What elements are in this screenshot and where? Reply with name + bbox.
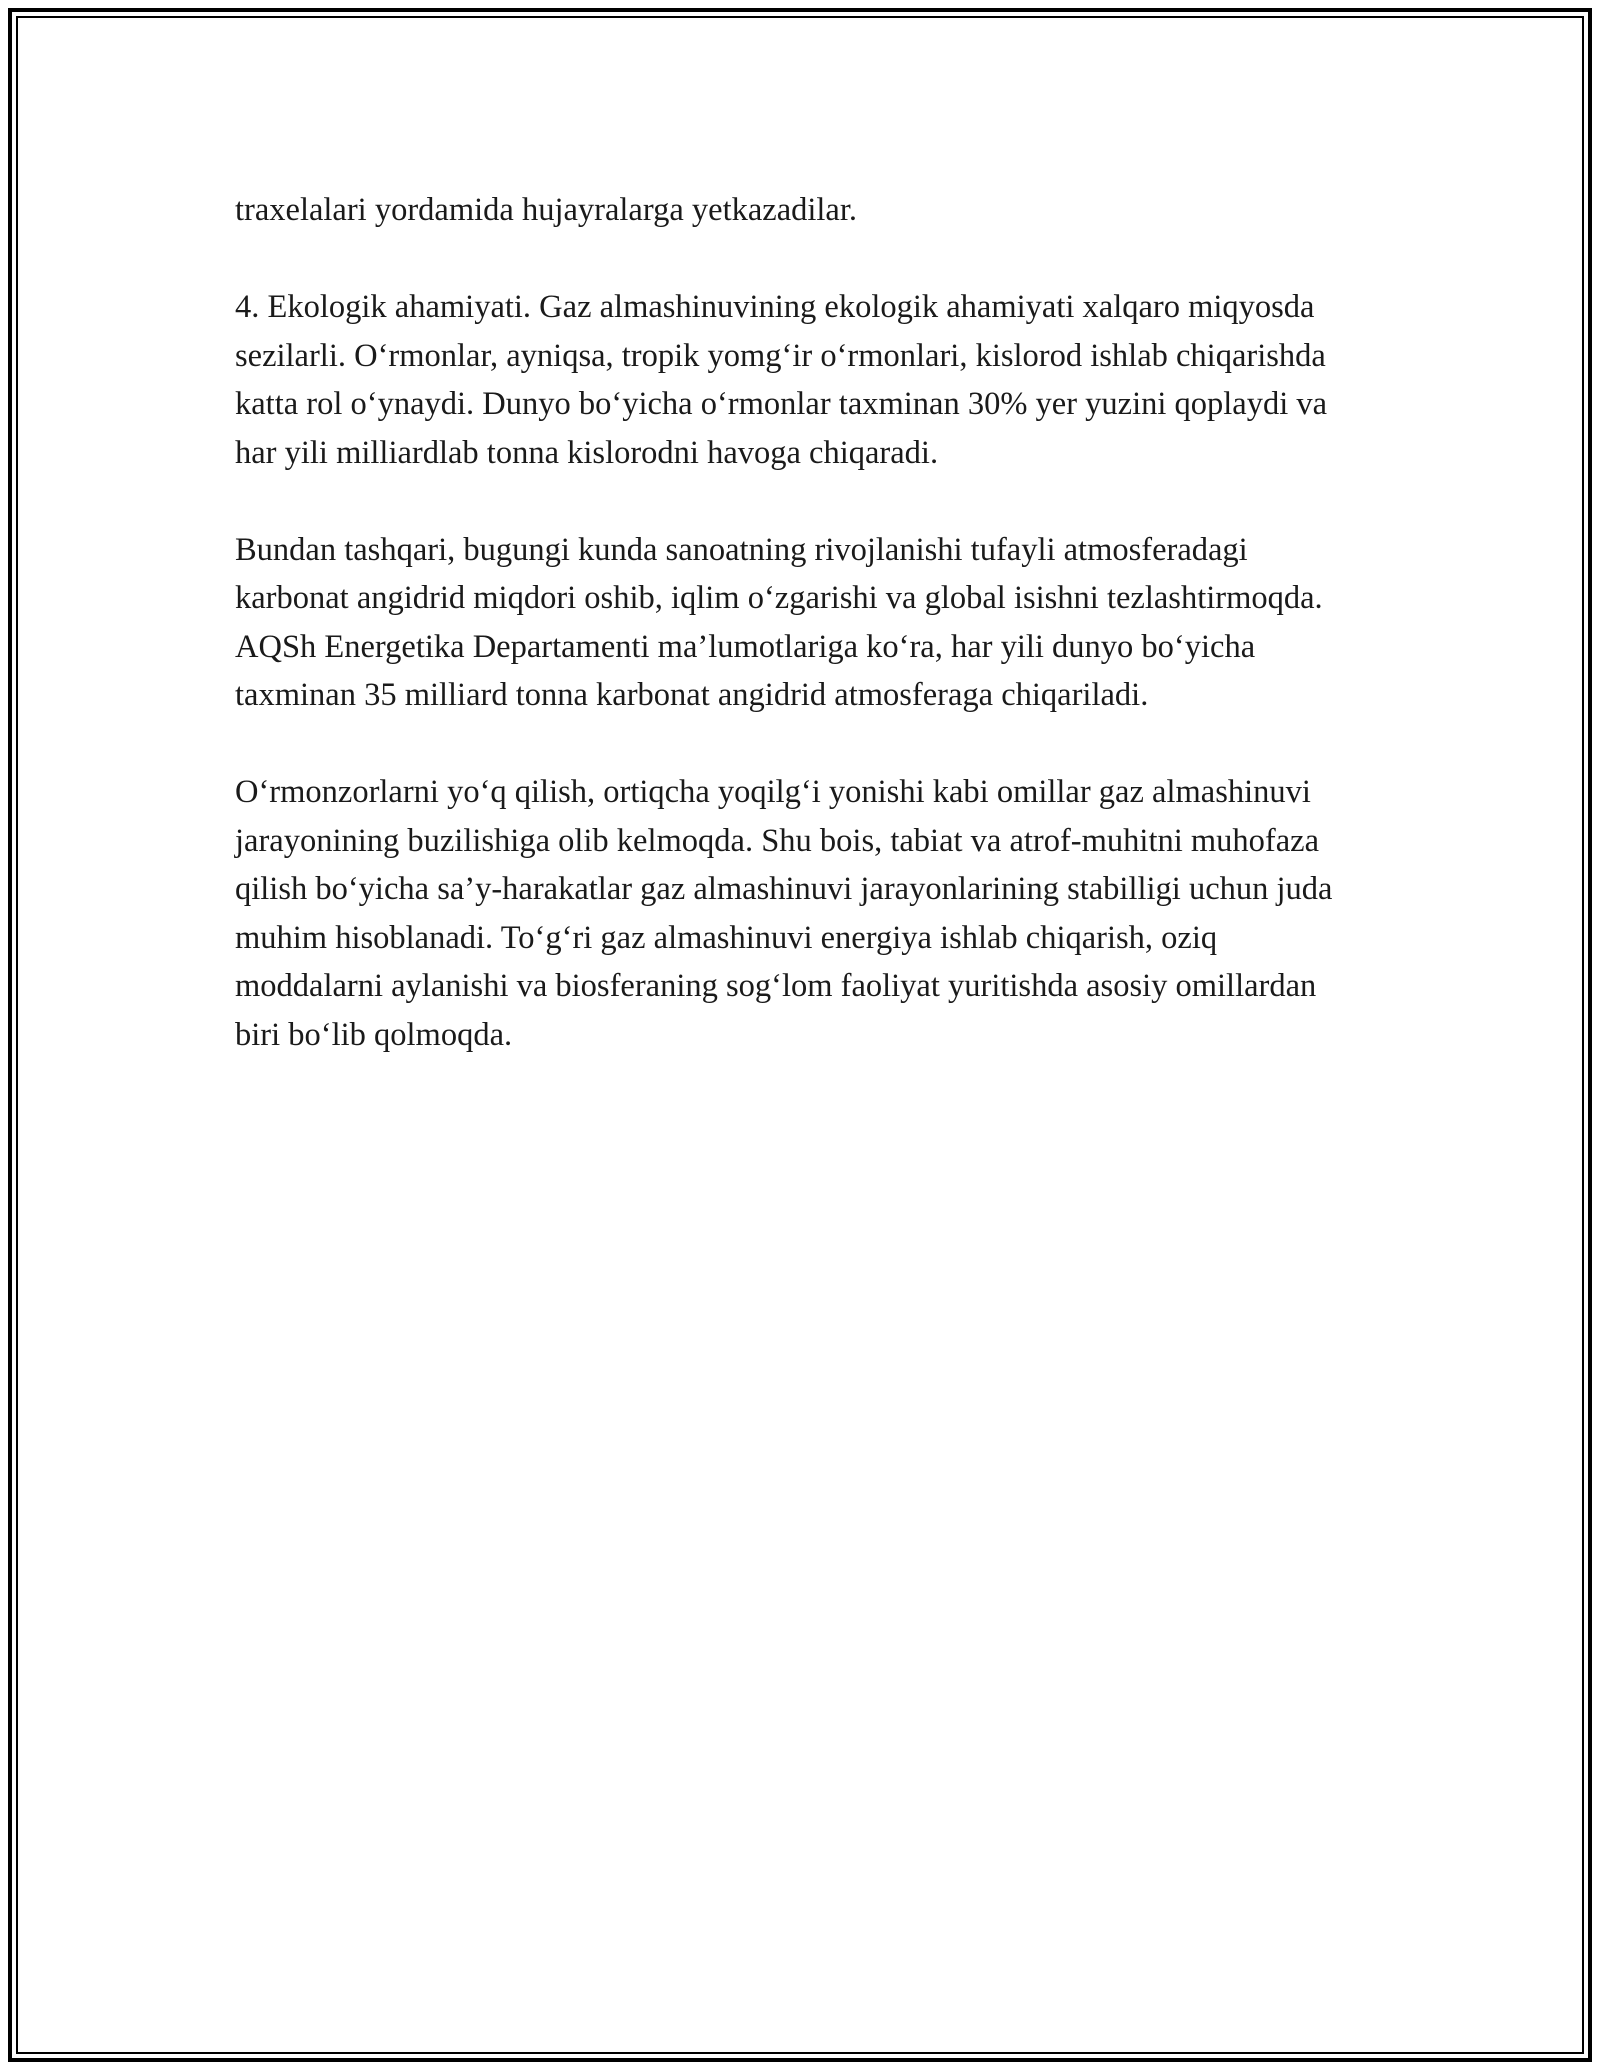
document-body xyxy=(235,186,1365,1059)
paragraph-deforestation: O‘rmonzorlarni yo‘q qilish, ortiqcha yoqilg‘i yonishi kabi omillar gaz almashinuvi jarayonining buzilishiga olib kelmoqda. Shu bois, tabiat va atrof-muhitni muhofaza qilish bo‘yicha sa’y-harakatlar gaz almashinuvi jarayonlarining stabilligi uchun juda muhim hisoblanadi. To‘g‘ri gaz almashinuvi energiya ishlab chiqarish, oziq moddalarni aylanishi va biosferaning sog‘lom faoliyat yuritishda asosiy omillardan biri bo‘lib qolmoqda. xyxy=(235,774,1333,1053)
paragraph-continuation: traxelalari yordamida hujayralarga yetkazadilar. xyxy=(235,192,858,228)
paragraph-ecological-importance: 4. Ekologik ahamiyati. Gaz almashinuvining ekologik ahamiyati xalqaro miqyosda sezilarli. O‘rmonlar, ayniqsa, tropik yomg‘ir o‘rmonlari, kislorod ishlab chiqarishda katta rol o‘ynaydi. Dunyo bo‘yicha o‘rmonlar taxminan 30% yer yuzini qoplaydi va har yili milliardlab tonna kislorodni havoga chiqaradi. xyxy=(235,289,1328,471)
paragraph-carbon-dioxide: Bundan tashqari, bugungi kunda sanoatning rivojlanishi tufayli atmosferadagi karbonat angidrid miqdori oshib, iqlim o‘zgarishi va global isishni tezlashtirmoqda. AQSh Energetika Departamenti ma’lumotlariga ko‘ra, har yili dunyo bo‘yicha taxminan 35 milliard tonna karbonat angidrid atmosferaga chiqariladi. xyxy=(235,531,1323,713)
